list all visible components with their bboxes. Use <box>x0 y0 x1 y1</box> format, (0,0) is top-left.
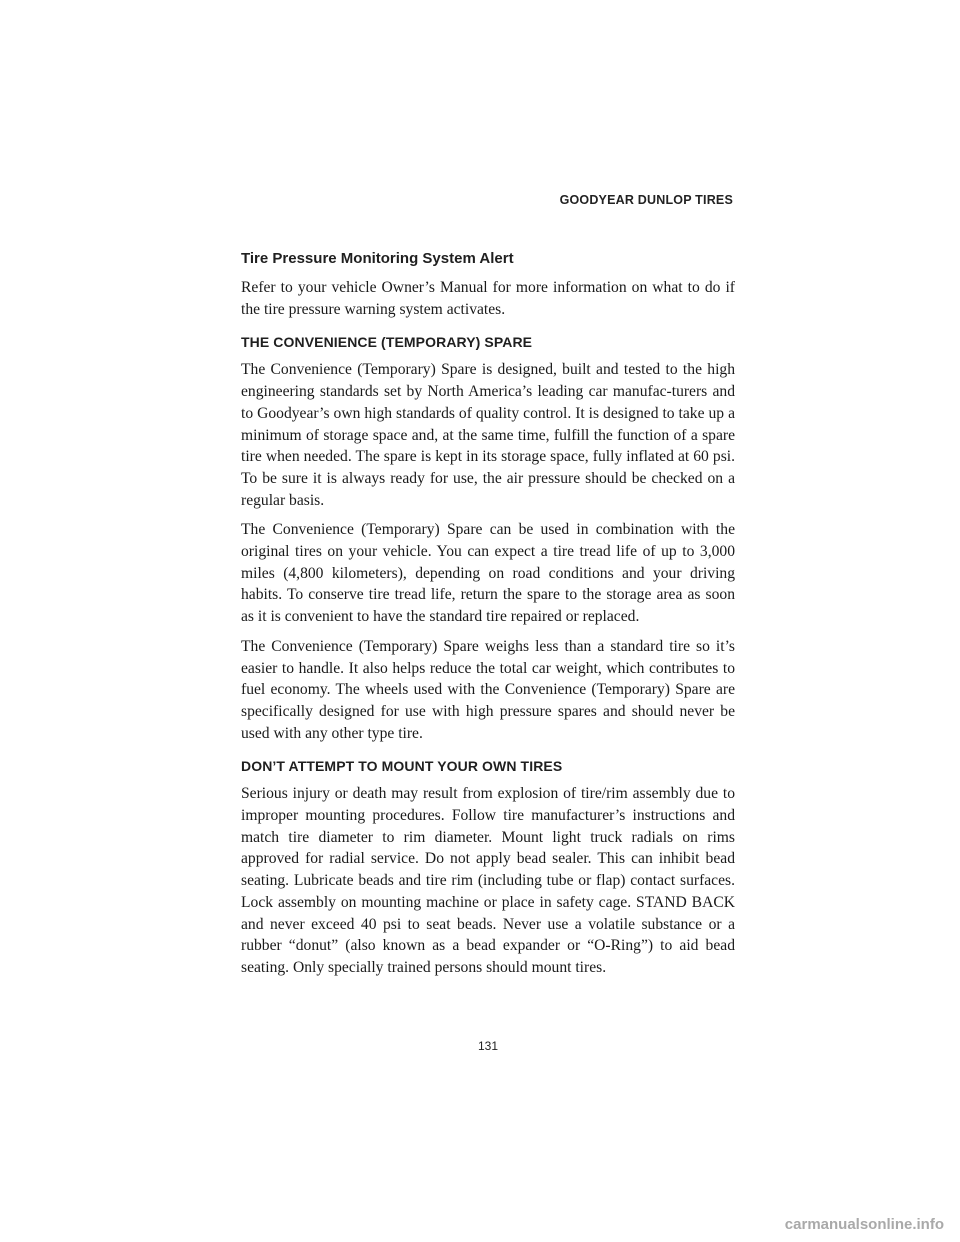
page-content <box>241 250 735 987</box>
paragraph-spare-weight: The Convenience (Temporary) Spare weighs less than a standard tire so it’s easier to handle. It also helps reduce the total car weight, which contributes to fuel economy. The wheels used with the Convenience (Temporary) Spare are specifically designed for use with high pressure spares and should never be used with any other type tire. <box>241 637 735 742</box>
paragraph-spare-tread-life: The Convenience (Temporary) Spare can be used in combination with the original tires on your vehicle. You can expect a tire tread life of up to 3,000 miles (4,800 kilometers), depending on road conditions and your driving habits. To conserve tire tread life, return the spare to the storage area as soon as it is convenient to have the standard tire repaired or replaced. <box>241 521 735 626</box>
section-heading-tpms-alert: Tire Pressure Monitoring System Alert <box>241 250 514 267</box>
watermark-link[interactable]: carmanualsonline.info <box>784 1216 944 1233</box>
running-head: GOODYEAR DUNLOP TIRES <box>559 193 733 207</box>
section-heading-mount-warning: DON’T ATTEMPT TO MOUNT YOUR OWN TIRES <box>241 758 563 775</box>
section-heading-convenience-spare: THE CONVENIENCE (TEMPORARY) SPARE <box>241 334 533 351</box>
paragraph-spare-design: The Convenience (Temporary) Spare is designed, built and tested to the high engineering standards set by North America’s leading car manufac-turers and to Goodyear’s own high standards of quality control. It is designed to take up a minimum of storage space and, at the same time, fulfill the function of a spare tire when needed. The spare is kept in its storage space, fully inflated at 60 psi. To be sure it is always ready for use, the air pressure should be checked on a regular basis. <box>241 361 735 509</box>
page-number: 131 <box>477 1039 499 1053</box>
paragraph-mount-warning: Serious injury or death may result from explosion of tire/rim assembly due to improper mounting procedures. Follow tire manufacturer’s instructions and match tire diameter to rim diameter. Mount light truck radials on rims approved for radial service. Do not apply bead sealer. This can inhibit bead seating. Lubricate beads and tire rim (including tube or flap) contact surfaces. Lock assembly on mounting machine or place in safety cage. STAND BACK and never exceed 40 psi to seat beads. Never use a volatile substance or a rubber “donut” (also known as a bead expander or “O-Ring”) to aid bead seating. Only specially trained persons should mount tires. <box>241 785 735 976</box>
paragraph-tpms-alert: Refer to your vehicle Owner’s Manual for more information on what to do if the tire pressure warning system activates. <box>241 279 735 318</box>
